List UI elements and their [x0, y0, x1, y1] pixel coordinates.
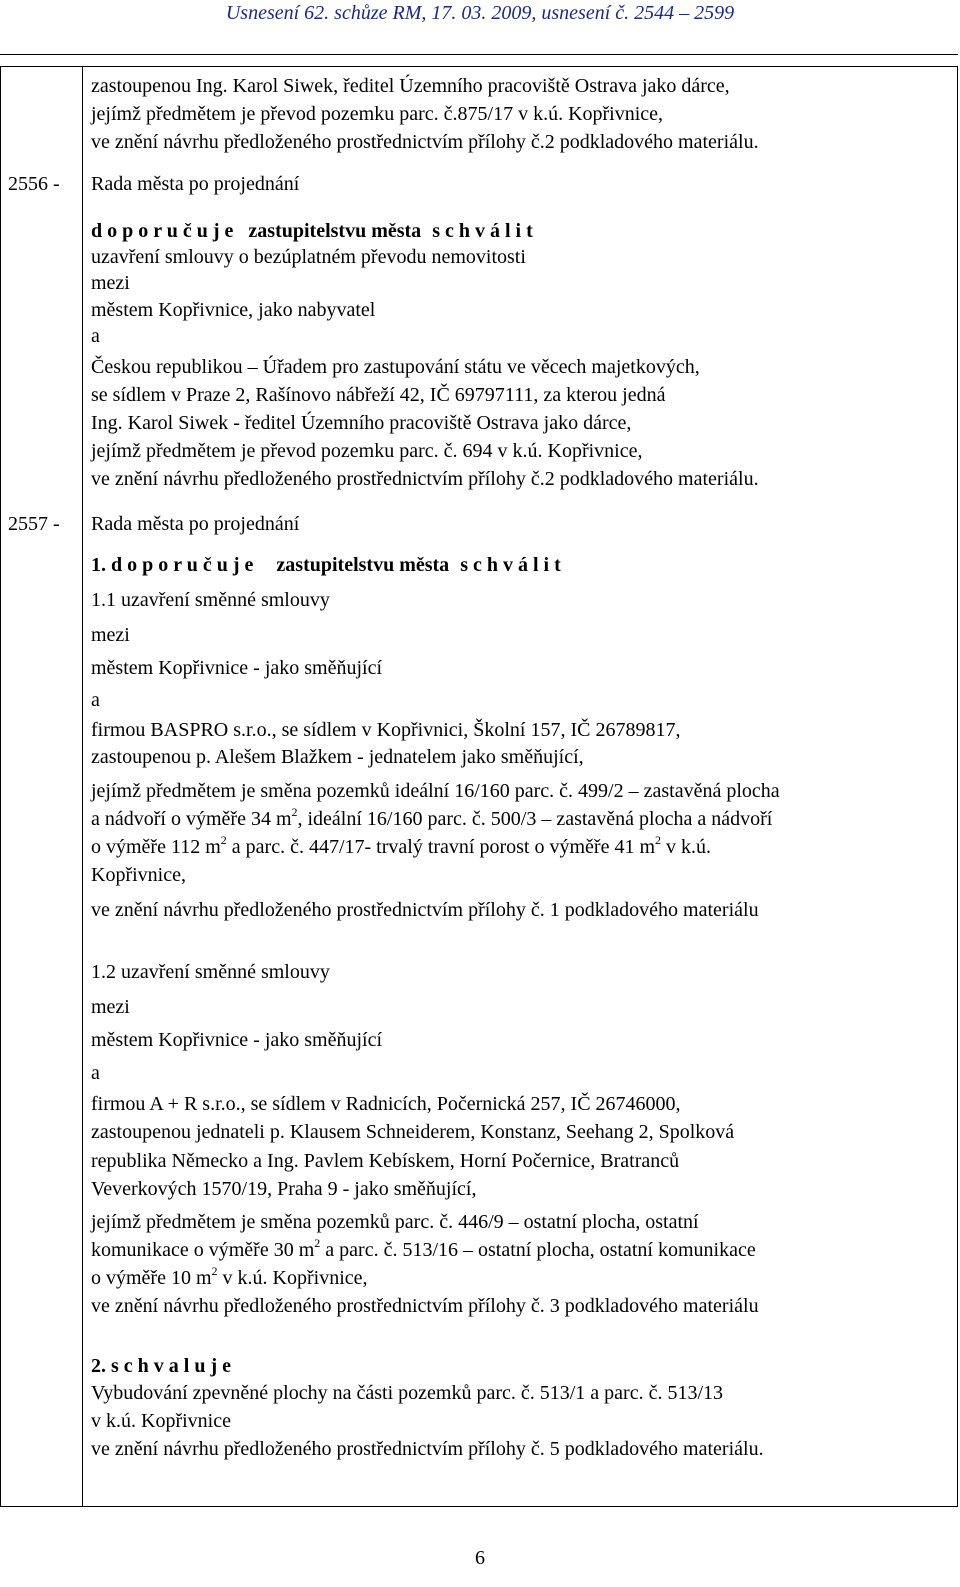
r2557-a-title: 1.1 uzavření směnné smlouvy	[91, 589, 330, 611]
resolution-number-2556: 2556 -	[8, 173, 60, 195]
r2557-b-title: 1.2 uzavření směnné smlouvy	[91, 961, 330, 983]
r2557-a-mesto: městem Kopřivnice - jako směňující	[91, 657, 383, 679]
table-column-divider	[82, 66, 83, 1506]
page-number: 6	[475, 1547, 485, 1569]
r2556-line-6: se sídlem v Praze 2, Rašínovo nábřeží 42, IČ 69797111, za kterou jedná	[91, 384, 666, 406]
r2557-a-mezi: mezi	[91, 624, 130, 646]
r2557-b-line-6a: komunikace o výměře 30 m	[91, 1239, 315, 1261]
r2556-line-2: mezi	[91, 272, 130, 294]
cont-line-2: jejímž předmětem je převod pozemku parc. č.875/17 v k.ú. Kopřivnice,	[91, 103, 664, 125]
superscript-2: 2	[220, 833, 227, 847]
r2557-a-line-7: ve znění návrhu předloženého prostřednictvím přílohy č. 1 podkladového materiálu	[91, 899, 759, 921]
page-header: Usnesení 62. schůze RM, 17. 03. 2009, usnesení č. 2544 – 2599	[225, 2, 735, 24]
r2557-intro: Rada města po projednání	[91, 513, 300, 535]
table-top-border	[0, 66, 958, 67]
r2556-recommend-line	[91, 219, 533, 243]
r2557-b-and: a	[91, 1062, 100, 1084]
r2557-approves: s c h v a l u j e	[111, 1355, 231, 1377]
r2557-b-line-5: jejímž předmětem je směna pozemků parc. č. 446/9 – ostatní plocha, ostatní	[91, 1211, 699, 1233]
table-right-border	[957, 66, 958, 1506]
r2556-line-8: jejímž předmětem je převod pozemku parc. č. 694 v k.ú. Kopřivnice,	[91, 440, 643, 462]
r2557-b-mezi: mezi	[91, 996, 130, 1018]
r2557-a-line-1: firmou BASPRO s.r.o., se sídlem v Kopřivnici, Školní 157, IČ 26789817,	[91, 719, 681, 741]
r2557-c-line-2: v k.ú. Kopřivnice	[91, 1410, 231, 1432]
r2557-b-line-7b: v k.ú. Kopřivnice,	[217, 1267, 368, 1289]
r2557-a-line-3: jejímž předmětem je směna pozemků ideální 16/160 parc. č. 499/2 – zastavěná plocha	[91, 780, 780, 802]
cont-line-3: ve znění návrhu předloženého prostřednictvím přílohy č.2 podkladového materiálu.	[91, 131, 759, 153]
r2557-b-line-6	[91, 1238, 756, 1262]
r2557-a-line-4a: a nádvoří o výměře 34 m	[91, 808, 292, 830]
r2557-recommend-line	[91, 553, 561, 577]
r2557-a-line-5b: a parc. č. 447/17- trvalý travní porost o výměře 41 m	[226, 836, 656, 858]
r2557-a-line-5	[91, 835, 711, 859]
resolution-number-2557: 2557 -	[8, 513, 60, 535]
r2557-b-line-7a: o výměře 10 m	[91, 1267, 212, 1289]
r2557-a-line-4b: , ideální 16/160 parc. č. 500/3 – zastavěná plocha a nádvoří	[297, 808, 773, 830]
r2556-intro: Rada města po projednání	[91, 173, 300, 195]
r2557-b-line-6b: a parc. č. 513/16 – ostatní plocha, ostatní komunikace	[320, 1239, 756, 1261]
r2557-a-and: a	[91, 689, 100, 711]
r2557-c-line-1: Vybudování zpevněné plochy na části pozemků parc. č. 513/1 a parc. č. 513/13	[91, 1382, 724, 1404]
r2556-line-3: městem Kopřivnice, jako nabyvatel	[91, 299, 376, 321]
r2556-line-4: a	[91, 325, 100, 347]
superscript-2: 2	[211, 1264, 218, 1278]
r2556-recommend: d o p o r u č u j e	[91, 220, 234, 242]
r2557-b-mesto: městem Kopřivnice - jako směňující	[91, 1029, 383, 1051]
r2557-b-line-2: zastoupenou jednateli p. Klausem Schneiderem, Konstanz, Seehang 2, Spolková	[91, 1121, 735, 1143]
r2557-a-line-2: zastoupenou p. Alešem Blažkem - jednatelem jako směňující,	[91, 746, 584, 768]
r2557-a-line-5a: o výměře 112 m	[91, 836, 221, 858]
r2557-council: zastupitelstvu města	[276, 554, 450, 576]
superscript-2: 2	[291, 805, 298, 819]
r2557-b-line-1: firmou A + R s.r.o., se sídlem v Radnicích, Počernická 257, IČ 26746000,	[91, 1093, 681, 1115]
r2557-point-2-heading	[91, 1354, 231, 1378]
r2557-b-line-7	[91, 1266, 368, 1290]
r2557-b-line-8: ve znění návrhu předloženého prostřednictvím přílohy č. 3 podkladového materiálu	[91, 1295, 759, 1317]
r2557-c-line-3: ve znění návrhu předloženého prostřednictvím přílohy č. 5 podkladového materiálu.	[91, 1438, 764, 1460]
r2557-approve: s c h v á l i t	[460, 554, 561, 576]
superscript-2: 2	[655, 833, 662, 847]
cont-line-1: zastoupenou Ing. Karol Siwek, ředitel Územního pracoviště Ostrava jako dárce,	[91, 75, 730, 97]
r2557-a-line-4	[91, 807, 772, 831]
r2557-point-2-number: 2.	[91, 1355, 106, 1377]
r2556-line-9: ve znění návrhu předloženého prostřednictvím přílohy č.2 podkladového materiálu.	[91, 468, 759, 490]
r2557-recommend: d o p o r u č u j e	[111, 554, 254, 576]
table-bottom-border	[0, 1506, 958, 1507]
table-left-border	[0, 66, 1, 1506]
r2557-point-1-number: 1.	[91, 554, 106, 576]
r2557-b-line-4: Veverkových 1570/19, Praha 9 - jako směňující,	[91, 1178, 477, 1200]
r2557-a-line-5c: v k.ú.	[661, 836, 712, 858]
r2557-b-line-3: republika Německo a Ing. Pavlem Kebískem, Horní Počernice, Bratranců	[91, 1150, 680, 1172]
r2556-line-1: uzavření smlouvy o bezúplatném převodu nemovitosti	[91, 246, 526, 268]
r2556-council: zastupitelstvu města	[248, 220, 422, 242]
superscript-2: 2	[314, 1236, 321, 1250]
r2557-a-line-6: Kopřivnice,	[91, 864, 186, 886]
header-rule	[0, 54, 958, 55]
r2556-approve: s c h v á l i t	[432, 220, 533, 242]
r2556-line-5: Českou republikou – Úřadem pro zastupování státu ve věcech majetkových,	[91, 356, 700, 378]
r2556-line-7: Ing. Karol Siwek - ředitel Územního pracoviště Ostrava jako dárce,	[91, 412, 632, 434]
